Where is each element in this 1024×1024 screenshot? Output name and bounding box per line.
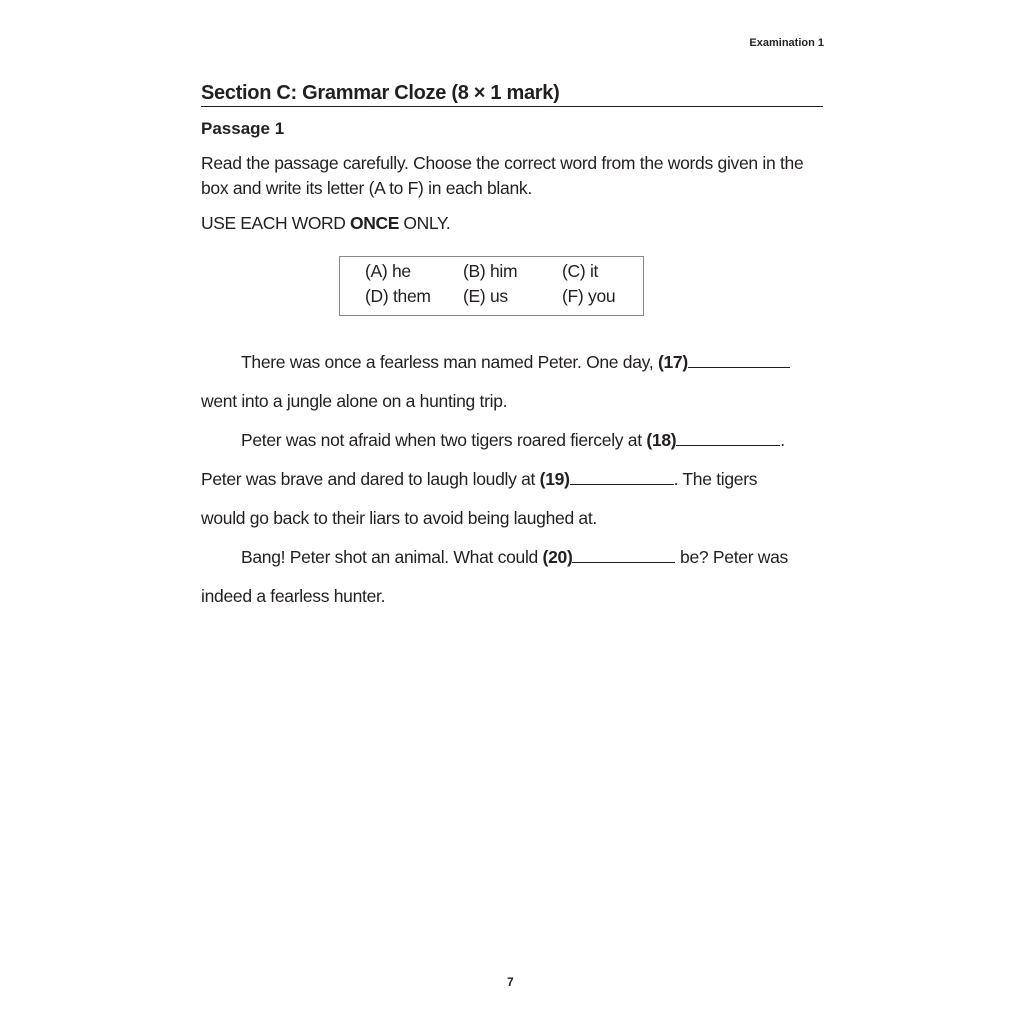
usage-rule: USE EACH WORD ONCE ONLY. — [201, 213, 451, 233]
page-number: 7 — [507, 975, 514, 989]
answer-blank-20[interactable] — [572, 561, 675, 563]
word-option: (C) it — [562, 261, 599, 281]
word-option: (F) you — [562, 286, 616, 306]
word-option: (B) him — [463, 261, 518, 281]
running-header: Examination 1 — [749, 37, 824, 49]
answer-blank-17[interactable] — [688, 366, 790, 368]
instructions: Read the passage carefully. Choose the correct word from the words given in the box and write its letter (A to F) in each blank. — [201, 153, 804, 198]
word-option: (A) he — [365, 261, 411, 281]
answer-blank-19[interactable] — [570, 483, 674, 485]
passage-line: Peter was brave and dared to laugh loudly at (19) . The tigers — [201, 469, 758, 489]
passage-line: Peter was not afraid when two tigers roared fiercely at (18) . — [241, 430, 785, 450]
question-number: (20) — [542, 547, 573, 567]
passage-title: Passage 1 — [201, 119, 285, 138]
passage-line: indeed a fearless hunter. — [201, 586, 386, 606]
word-option: (D) them — [365, 286, 431, 306]
question-number: (17) — [657, 352, 688, 372]
word-box — [339, 256, 644, 316]
word-option: (E) us — [463, 286, 508, 306]
question-number: (18) — [646, 430, 677, 450]
passage-line: Bang! Peter shot an animal. What could (20) be? Peter was — [241, 547, 789, 567]
question-number: (19) — [539, 469, 570, 489]
section-title: Section C: Grammar Cloze (8 × 1 mark) — [201, 82, 823, 107]
passage-line: There was once a fearless man named Peter. One day, (17) — [241, 352, 790, 373]
passage-line: would go back to their liars to avoid being laughed at. — [201, 508, 597, 528]
passage-line: went into a jungle alone on a hunting trip. — [201, 391, 508, 411]
answer-blank-18[interactable] — [676, 444, 780, 446]
rule-emphasis: ONCE — [350, 213, 399, 233]
